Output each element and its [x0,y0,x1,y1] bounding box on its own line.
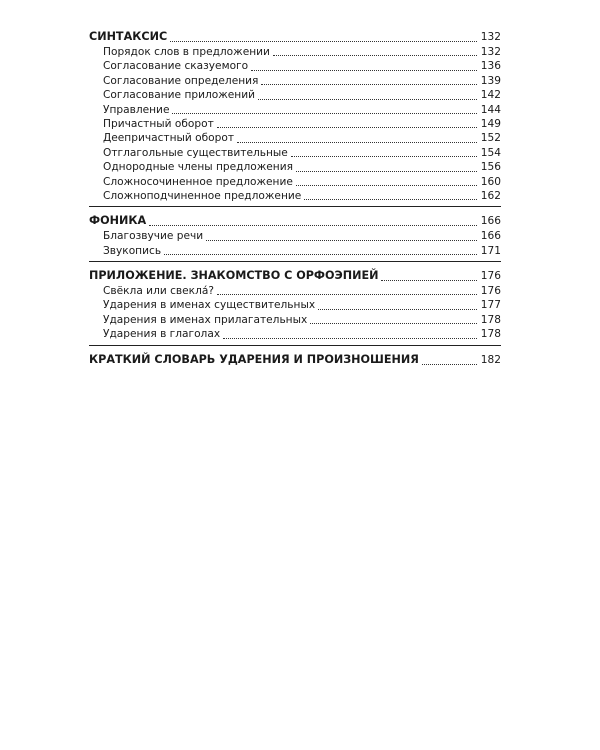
toc-page-number: 171 [480,244,501,257]
toc-item[interactable] [89,88,501,102]
toc-item[interactable] [89,160,501,174]
toc-section-syntax [89,29,501,207]
toc-page-number: 152 [480,132,501,145]
dot-leader [258,98,477,100]
toc-page-number: 177 [480,299,501,312]
toc-item-title: Благозвучие речи [103,230,204,243]
toc-heading[interactable] [89,352,501,368]
dot-leader [217,126,477,128]
toc-item[interactable] [89,284,501,298]
toc-item-title: Сложносочиненное предложение [103,175,293,188]
toc-item-title: Звукопись [103,244,162,257]
toc-page-number: 142 [480,89,501,102]
toc-page-number: 178 [480,313,501,326]
dot-leader [237,141,477,143]
toc-item[interactable] [89,313,501,327]
toc-page-number: 139 [480,74,501,87]
dot-leader [381,279,476,281]
dot-leader [172,112,476,114]
toc-page-number: 136 [480,60,501,73]
toc-item-title: Деепричастный оборот [103,132,235,145]
toc-item[interactable] [89,244,501,258]
toc-item-title: Согласование определения [103,74,259,87]
dot-leader [217,293,477,295]
dot-leader [261,83,476,85]
toc-heading-title: ПРИЛОЖЕНИЕ. ЗНАКОМСТВО С ОРФОЭПИЕЙ [89,269,379,283]
dot-leader [304,198,476,200]
dot-leader [296,184,477,186]
toc-item-title: Управление [103,103,170,116]
toc-page-number: 178 [480,328,501,341]
toc-page-number: 182 [480,353,501,366]
toc-item[interactable] [89,229,501,243]
toc-item[interactable] [89,175,501,189]
toc-page-number: 154 [480,146,501,159]
toc-item[interactable] [89,131,501,145]
toc-item[interactable] [89,117,501,131]
toc-item-title: Порядок слов в предложении [103,45,270,58]
dot-leader [223,337,477,339]
toc-item-title: Однородные члены предложения [103,161,293,174]
toc-item[interactable] [89,146,501,160]
toc-heading-title: ФОНИКА [89,214,147,228]
toc-item[interactable] [89,45,501,59]
toc-page-number: 176 [480,270,501,283]
dot-leader [149,224,477,226]
dot-leader [310,322,477,324]
toc-page-number: 166 [480,230,501,243]
dot-leader [318,308,477,310]
toc-section-dictionary [89,352,501,371]
toc-item-title: Причастный оборот [103,117,214,130]
toc-page-number: 160 [480,175,501,188]
toc-item-title: Ударения в глаголах [103,328,221,341]
dot-leader [251,69,477,71]
toc-item-title: Свёкла или свекла́? [103,285,214,298]
toc-heading[interactable] [89,268,501,284]
toc-item[interactable] [89,189,501,203]
toc-page-number: 144 [480,103,501,116]
toc-heading-title: КРАТКИЙ СЛОВАРЬ УДАРЕНИЯ И ПРОИЗНОШЕНИЯ [89,352,419,366]
toc-item-title: Сложноподчиненное предложение [103,189,302,202]
table-of-contents [89,29,501,377]
dot-leader [273,54,477,56]
dot-leader [206,239,477,241]
toc-page-number: 132 [480,45,501,58]
dot-leader [291,155,477,157]
dot-leader [296,170,477,172]
toc-page-number: 176 [480,285,501,298]
toc-section-appendix [89,268,501,346]
toc-item[interactable] [89,103,501,117]
toc-item[interactable] [89,298,501,312]
toc-item-title: Ударения в именах существительных [103,299,316,312]
toc-item[interactable] [89,74,501,88]
toc-page-number: 132 [480,31,501,43]
toc-item-title: Ударения в именах прилагательных [103,313,308,326]
dot-leader [164,253,477,255]
toc-item-title: Согласование приложений [103,89,255,102]
toc-heading[interactable] [89,29,501,45]
dot-leader [170,40,477,42]
toc-page-number: 162 [480,189,501,202]
toc-heading-title: СИНТАКСИС [89,30,168,43]
toc-item-title: Отглагольные существительные [103,146,288,159]
toc-page-number: 156 [480,161,501,174]
toc-page-number: 166 [480,215,501,228]
toc-item[interactable] [89,327,501,341]
toc-heading[interactable] [89,213,501,229]
toc-item[interactable] [89,59,501,73]
toc-section-phonics [89,213,501,262]
toc-item-title: Согласование сказуемого [103,60,249,73]
dot-leader [422,363,477,365]
toc-page-number: 149 [480,117,501,130]
